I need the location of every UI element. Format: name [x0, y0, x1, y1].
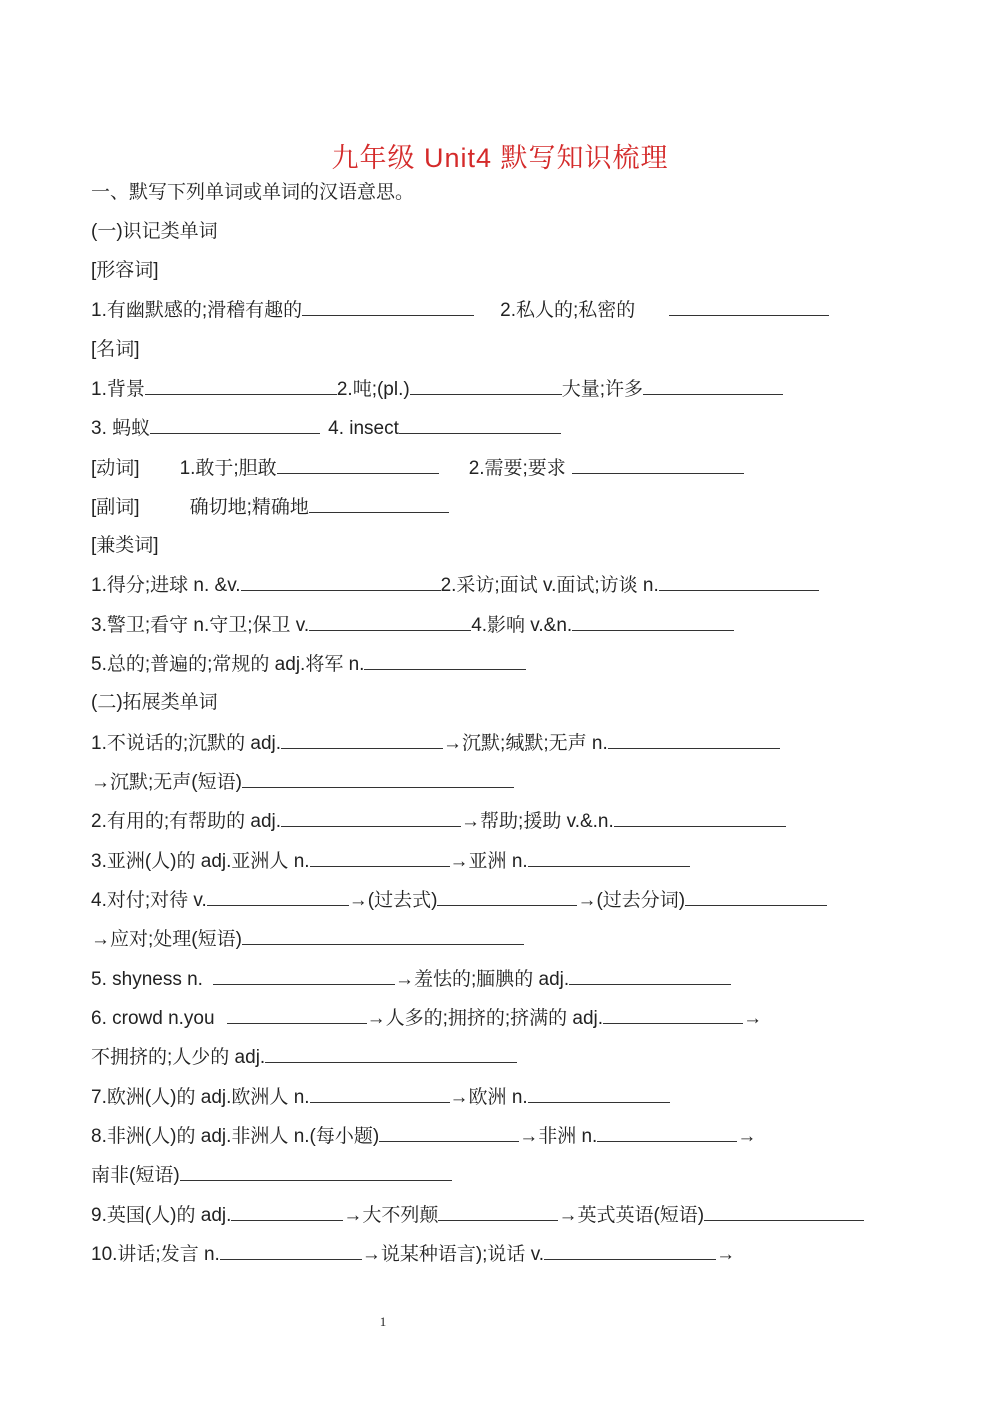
question-line: [副词] 确切地;精确地: [91, 494, 449, 521]
answer-blank[interactable]: [227, 1005, 367, 1024]
section-heading: 一、默写下列单词或单词的汉语意思。: [91, 182, 415, 203]
answer-blank[interactable]: [242, 769, 514, 788]
answer-blank[interactable]: [265, 1044, 517, 1063]
question-line: 3.亚洲(人)的 adj.亚洲人 n. →亚洲 n.: [91, 848, 690, 875]
answer-blank[interactable]: [231, 1202, 343, 1221]
answer-blank[interactable]: [277, 455, 439, 474]
answer-blank[interactable]: [528, 1084, 670, 1103]
answer-blank[interactable]: [608, 730, 780, 749]
answer-blank[interactable]: [242, 926, 524, 945]
question-line: 5.总的;普遍的;常规的 adj.将军 n.: [91, 651, 526, 678]
question-line: 4.对付;对待 v. →(过去式) →(过去分词): [91, 887, 827, 914]
subsection-heading: (一)识记类单词: [91, 221, 218, 242]
answer-blank[interactable]: [704, 1202, 864, 1221]
answer-blank[interactable]: [241, 572, 441, 591]
question-line: 5. shyness n. →羞怯的;腼腆的 adj.: [91, 966, 731, 993]
question-line: 3.警卫;看守 n.守卫;保卫 v. 4.影响 v.&n.: [91, 612, 734, 639]
answer-blank[interactable]: [220, 1241, 362, 1260]
question-line: [动词] 1.敢于;胆敢 2.需要;要求: [91, 455, 744, 482]
answer-blank[interactable]: [569, 966, 731, 985]
answer-blank[interactable]: [438, 1202, 558, 1221]
answer-blank[interactable]: [437, 887, 577, 906]
category-multi-class: [兼类词]: [91, 535, 159, 556]
answer-blank[interactable]: [281, 808, 461, 827]
answer-blank[interactable]: [659, 572, 819, 591]
answer-blank[interactable]: [544, 1241, 716, 1260]
answer-blank[interactable]: [603, 1005, 743, 1024]
question-line: 1.不说话的;沉默的 adj. →沉默;缄默;无声 n.: [91, 730, 780, 757]
page-number: 1: [379, 1314, 387, 1329]
answer-blank[interactable]: [309, 612, 471, 631]
question-line: 6. crowd n.you →人多的;拥挤的;挤满的 adj. →: [91, 1005, 762, 1032]
question-line: 南非(短语): [91, 1162, 452, 1189]
question-line: 9.英国(人)的 adj. →大不列颠 →英式英语(短语): [91, 1202, 864, 1229]
answer-blank[interactable]: [281, 730, 443, 749]
answer-blank[interactable]: [207, 887, 349, 906]
answer-blank[interactable]: [572, 455, 744, 474]
answer-blank[interactable]: [364, 651, 526, 670]
question-line: 1.背景 2.吨;(pl.) 大量;许多: [91, 376, 783, 403]
answer-blank[interactable]: [669, 297, 829, 316]
answer-blank[interactable]: [685, 887, 827, 906]
answer-blank[interactable]: [145, 376, 337, 395]
question-line: 7.欧洲(人)的 adj.欧洲人 n. →欧洲 n.: [91, 1084, 670, 1111]
question-line: 3. 蚂蚁 4. insect: [91, 415, 561, 442]
answer-blank[interactable]: [180, 1162, 452, 1181]
answer-blank[interactable]: [150, 415, 320, 434]
answer-blank[interactable]: [528, 848, 690, 867]
answer-blank[interactable]: [399, 415, 561, 434]
question-line: →应对;处理(短语): [91, 926, 524, 953]
answer-blank[interactable]: [310, 848, 450, 867]
question-line: 10.讲话;发言 n. →说某种语言);说话 v. →: [91, 1241, 735, 1268]
answer-blank[interactable]: [410, 376, 562, 395]
answer-blank[interactable]: [379, 1123, 519, 1142]
answer-blank[interactable]: [614, 808, 786, 827]
answer-blank[interactable]: [213, 966, 395, 985]
question-line: 1.得分;进球 n. &v. 2.采访;面试 v.面试;访谈 n.: [91, 572, 819, 599]
answer-blank[interactable]: [302, 297, 474, 316]
question-line: 8.非洲(人)的 adj.非洲人 n.(每小题) →非洲 n. →: [91, 1123, 756, 1150]
question-line: →沉默;无声(短语): [91, 769, 514, 796]
question-line: 2.有用的;有帮助的 adj. →帮助;援助 v.&.n.: [91, 808, 786, 835]
category-nouns: [名词]: [91, 339, 140, 360]
answer-blank[interactable]: [597, 1123, 737, 1142]
answer-blank[interactable]: [643, 376, 783, 395]
question-line: 1.有幽默感的;滑稽有趣的 2.私人的;私密的: [91, 297, 829, 324]
answer-blank[interactable]: [309, 494, 449, 513]
question-line: 不拥挤的;人少的 adj.: [91, 1044, 517, 1071]
answer-blank[interactable]: [572, 612, 734, 631]
subsection-heading: (二)拓展类单词: [91, 692, 218, 713]
answer-blank[interactable]: [310, 1084, 450, 1103]
category-adjectives: [形容词]: [91, 260, 159, 281]
page-title: 九年级 Unit4 默写知识梳理: [331, 143, 669, 173]
